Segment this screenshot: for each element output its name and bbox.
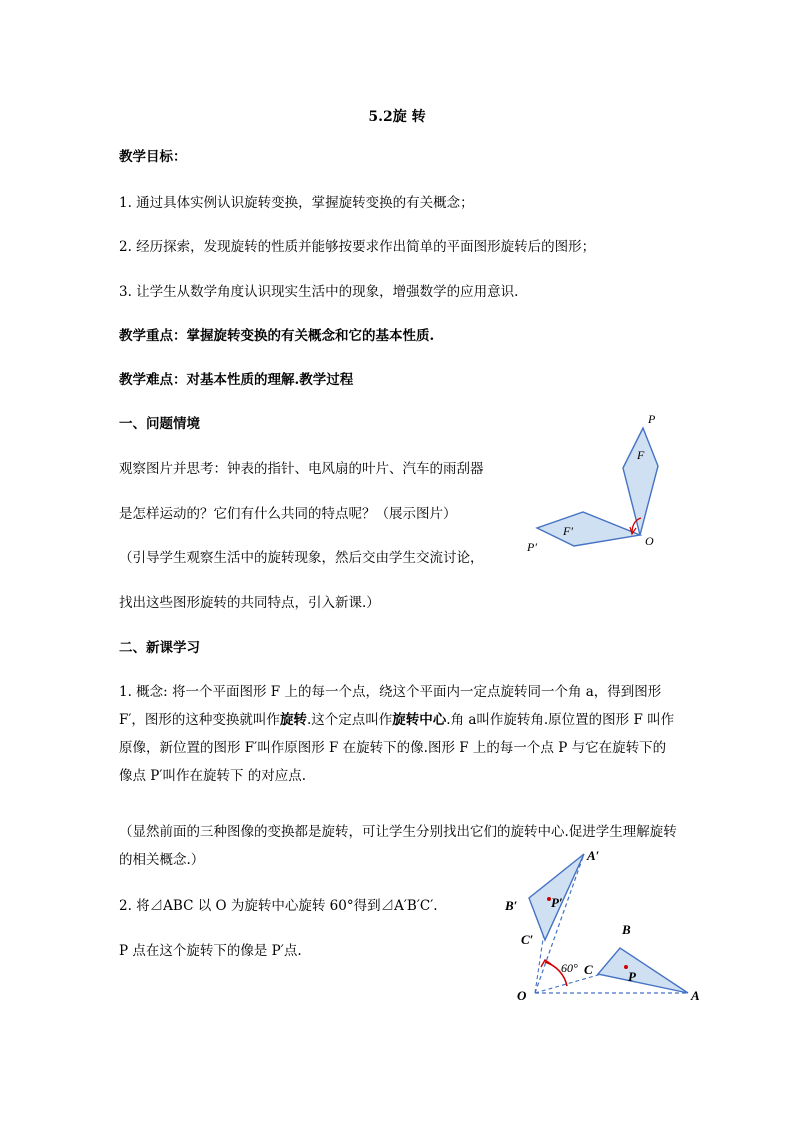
label-A-prime: A′	[587, 848, 600, 863]
page-title: 5.2旋 转	[368, 109, 426, 125]
label-O: O	[517, 988, 527, 1003]
label-C-prime: C′	[521, 932, 534, 947]
concept-text-2: .这个定点叫作	[306, 712, 393, 728]
section1-heading: 一、问题情境	[119, 416, 200, 432]
objective-3: 3. 让学生从数学角度认识现实生活中的现象，增强数学的应用意识.	[119, 284, 519, 300]
figure-triangle-rotation	[495, 840, 715, 1015]
label-A: A	[691, 988, 700, 1003]
label-O: O	[645, 534, 654, 548]
example-line-2: P 点在这个旋转下的像是 P′点.	[119, 943, 302, 959]
triangle-ABC	[598, 948, 688, 993]
concept-term-center: 旋转中心	[392, 712, 447, 728]
label-B-prime: B′	[505, 898, 518, 913]
concept-term-rotation: 旋转	[279, 712, 307, 728]
key-point: 教学重点：掌握旋转变换的有关概念和它的基本性质.	[119, 328, 435, 344]
concept-text-1: 1. 概念: 将一个平面图形 F 上的每一个点，绕这个平面内一定点旋转同一个角 a，得到图形 F′，图形的这种变换就叫作	[119, 684, 662, 728]
label-angle: 60°	[561, 961, 578, 975]
objective-2: 2. 经历探索，发现旋转的性质并能够按要求作出简单的平面图形旋转后的图形；	[119, 239, 596, 255]
figure-kite-rotation	[520, 405, 670, 565]
concept-paragraph	[119, 678, 679, 790]
objective-1: 1. 通过具体实例认识旋转变换，掌握旋转变换的有关概念；	[119, 195, 474, 211]
label-B: B	[622, 922, 631, 937]
label-P: P	[648, 412, 656, 426]
concept-text-3: .角 a叫作旋转角.原位置的图形 F 叫作原像，新位置的图形 F′叫作原图形 F 在旋转下的像.图形 F 上的每一个点 P 与它在旋转下的像点 P′叫作在旋转下 的对应点.	[119, 712, 675, 784]
section1-line-4: 找出这些图形旋转的共同特点，引入新课.）	[119, 595, 380, 611]
label-F: F	[637, 448, 645, 462]
section1-line-2: 是怎样运动的？它们有什么共同的特点呢？（展示图片）	[119, 506, 457, 522]
kite-F	[623, 428, 658, 535]
label-P-prime: P′	[551, 895, 563, 910]
label-P-prime: P′	[527, 540, 537, 554]
kite-F-prime	[537, 512, 640, 546]
label-C: C	[584, 962, 593, 977]
section2-heading: 二、新课学习	[119, 640, 200, 656]
section1-line-3: （引导学生观察生活中的旋转现象，然后交由学生交流讨论，	[119, 550, 484, 566]
difficulty: 教学难点：对基本性质的理解.教学过程	[119, 372, 354, 388]
example-line-1: 2. 将⊿ABC 以 O 为旋转中心旋转 60°得到⊿A′B′C′.	[119, 898, 438, 914]
objectives-heading: 教学目标：	[119, 149, 187, 165]
section1-line-1: 观察图片并思考：钟表的指针、电风扇的叶片、汽车的雨刮器	[119, 461, 484, 477]
label-F-prime: F′	[563, 524, 573, 538]
note-paragraph: （显然前面的三种图像的变换都是旋转，可让学生分别找出它们的旋转中心.促进学生理解旋转的相关概念.）	[119, 824, 677, 868]
label-P: P	[628, 969, 636, 984]
